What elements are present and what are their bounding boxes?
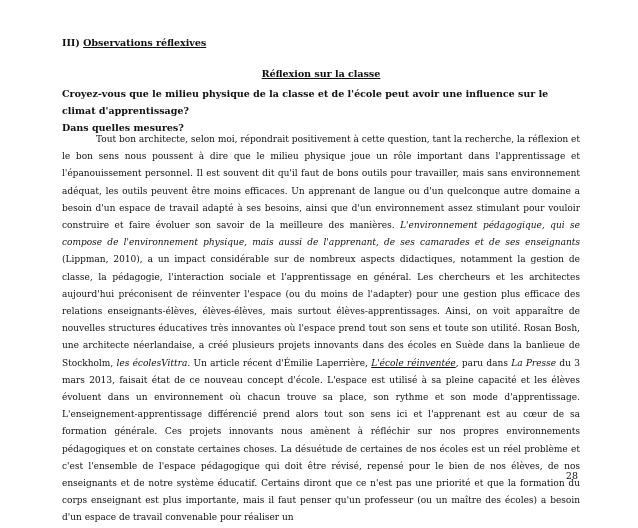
- article-title: L'école réinventée: [371, 358, 456, 369]
- question: [62, 86, 580, 137]
- paragraph-text-4: , paru dans: [455, 358, 512, 369]
- section-heading: [62, 38, 580, 49]
- question-line-2: Dans quelles mesures?: [62, 123, 184, 134]
- question-line-1: Croyez-vous que le milieu physique de la classe et de l'école peut avoir une influence sur le climat d'apprentissage?: [62, 89, 549, 117]
- school-name: les écolesVittra: [116, 358, 188, 369]
- paragraph-text-3: . Un article récent d'Émilie Laperrière,: [187, 358, 372, 369]
- paragraph-text-5: du 3 mars 2013, faisait état de ce nouveau concept d'école. L'espace est utilisé à sa pleine capacité et les élèves évoluent dans un environnement où chacun trouve sa place, son rythme et son mode d'apprentissage. L'enseignement-apprentissage différencié prend alors tout son sens ici et l'apprenant est au cœur de sa formation générale. Ces projets innovants nous amènent à réfléchir sur nos propres environnements pédagogiques et on constate certaines choses. La désuétude de certaines de nos écoles est un réel problème et c'est l'ensemble de l'espace pédagogique qui doit être révisé, repensé pour le bien de nos élèves, de nos enseignants et de notre système éducatif. Certains diront que ce n'est pas une priorité et que la formation du corps enseignant est plus importante, mais il faut penser qu'un professeur (ou un maître des écoles) a besoin d'un espace de travail convenable pour réaliser un: [62, 358, 580, 524]
- section-title: Observations réflexives: [83, 38, 207, 49]
- subtitle: Réflexion sur la classe: [261, 69, 381, 80]
- quote-italic: L'environnement pédagogique, qui se compose de l'environnement physique, mais aussi de l'apprenant, de ses camarades et de ses enseignants: [62, 221, 581, 249]
- paragraph-text-1: Tout bon architecte, selon moi, répondrait positivement à cette question, tant la recherche, la réflexion et le bon sens nous poussent à dire que le milieu physique joue un rôle important dans l'apprentissage et l'épanouissement personnel. Il est souvent dit qu'il faut de bons outils pour travailler, mais sans environnement adéquat, les outils peuvent être moins efficaces. Un apprenant de langue ou d'un quelconque autre domaine a besoin d'un espace de travail adapté à ses besoins, ainsi que d'un environnement assez stimulant pour vouloir construire et faire évoluer son savoir de la meilleure des manières.: [62, 135, 580, 232]
- body-paragraph: [62, 132, 580, 528]
- page-number: 28: [565, 471, 578, 482]
- paragraph-text-2: (Lippman, 2010), a un impact considérable sur de nombreux aspects didactiques, notamment la gestion de classe, la pédagogie, l'interaction sociale et l'apprentissage en général. Les chercheurs et les architectes aujourd'hui préconisent de réinventer l'espace (ou du moins de l'adapter) pour une gestion plus efficace des relations enseignants-élèves, élèves-élèves, mais surtout élèves-apprentissages. Ainsi, on voit apparaître de nouvelles structures éducatives très innovantes où l'espace prend tout son sens et toute son utilité. Rosan Bosh, une architecte néerlandaise, a créé plusieurs projets innovants dans des écoles en Suède dans la banlieue de Stockholm,: [62, 255, 580, 369]
- section-number: III): [62, 38, 80, 49]
- newspaper-name: La Presse: [511, 358, 557, 369]
